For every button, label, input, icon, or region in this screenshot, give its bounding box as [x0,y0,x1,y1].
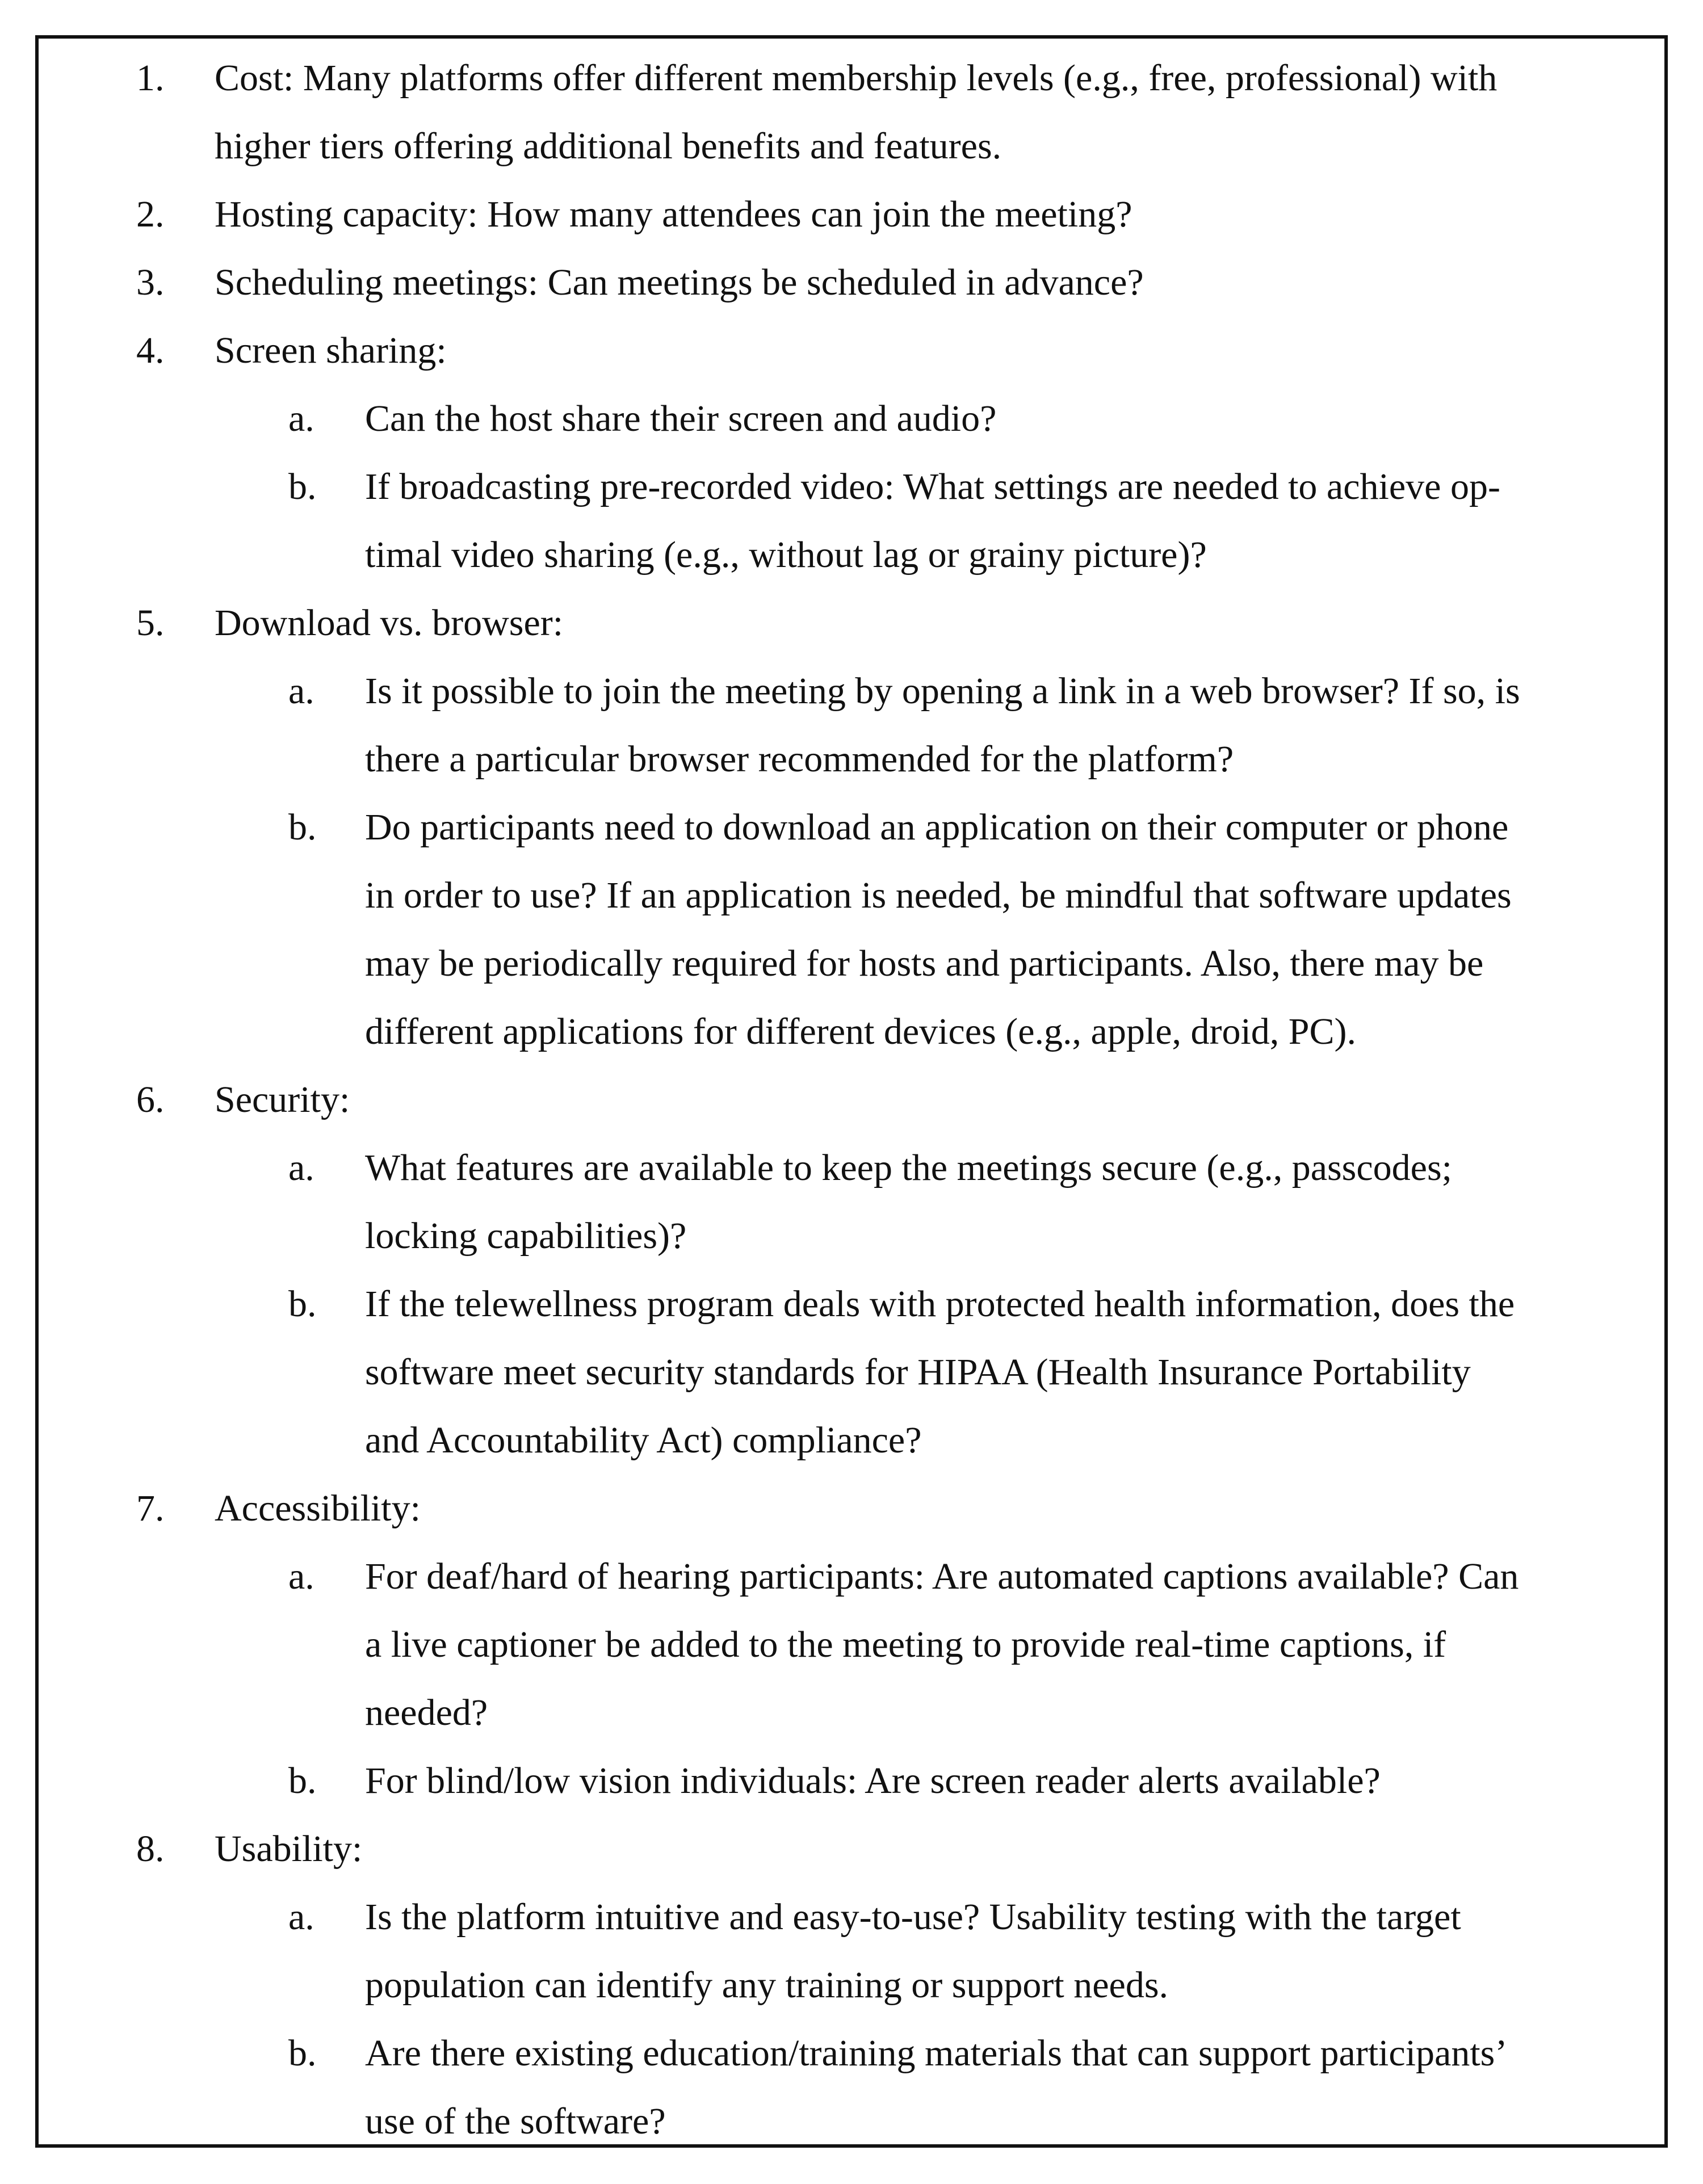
sub-item-letter: b. [288,1283,317,1325]
list-item-number: 5. [136,602,165,644]
sub-item-text: may be periodically required for hosts and participants. Also, there may be [365,943,1484,984]
sub-item-letter: b. [288,807,317,848]
list-item-number: 6. [136,1079,165,1120]
sub-item-letter: a. [288,670,314,712]
list-item-number: 8. [136,1828,165,1870]
sub-item-letter: a. [288,1147,314,1188]
sub-item-text: there a particular browser recommended for the platform? [365,738,1234,780]
sub-item-text: locking capabilities)? [365,1215,687,1257]
list-item-text: Cost: Many platforms offer different membership levels (e.g., free, professional) with [215,57,1498,99]
sub-item-letter: b. [288,466,317,507]
sub-item-text: needed? [365,1692,488,1733]
list-item-text: Download vs. browser: [215,602,564,644]
sub-item-letter: a. [288,1896,314,1938]
sub-item-letter: a. [288,1556,314,1597]
sub-item-text: Is the platform intuitive and easy-to-use? Usability testing with the target [365,1896,1461,1938]
list-item-number: 2. [136,194,165,235]
sub-item-text: Do participants need to download an application on their computer or phone [365,807,1509,848]
sub-item-text: in order to use? If an application is needed, be mindful that software updates [365,875,1512,916]
sub-item-text: use of the software? [365,2101,666,2142]
sub-item-text: For deaf/hard of hearing participants: Are automated captions available? Can [365,1556,1519,1597]
sub-item-text: Is it possible to join the meeting by opening a link in a web browser? If so, is [365,670,1520,712]
sub-item-letter: b. [288,2032,317,2074]
list-item-number: 3. [136,262,165,303]
sub-item-text: software meet security standards for HIPAA (Health Insurance Portability [365,1351,1471,1393]
list-item-text: Usability: [215,1828,363,1870]
sub-item-text: timal video sharing (e.g., without lag or grainy picture)? [365,534,1207,576]
list-item-text: Screen sharing: [215,330,447,371]
list-item-text: Security: [215,1079,350,1120]
sub-item-text: and Accountability Act) compliance? [365,1419,922,1461]
sub-item-text: If the telewellness program deals with protected health information, does the [365,1283,1515,1325]
sub-item-text: a live captioner be added to the meeting to provide real-time captions, if [365,1624,1446,1665]
sub-item-text: different applications for different devices (e.g., apple, droid, PC). [365,1011,1357,1052]
list-item-number: 7. [136,1488,165,1529]
sub-item-letter: a. [288,398,314,439]
list-item-number: 4. [136,330,165,371]
sub-item-text: population can identify any training or support needs. [365,1964,1169,2006]
sub-item-letter: b. [288,1760,317,1801]
list-item-text: Scheduling meetings: Can meetings be scheduled in advance? [215,262,1144,303]
sub-item-text: Are there existing education/training materials that can support participants’ [365,2032,1508,2074]
list-item-text: Accessibility: [215,1488,421,1529]
list-item-text: higher tiers offering additional benefits and features. [215,125,1002,167]
sub-item-text: For blind/low vision individuals: Are screen reader alerts available? [365,1760,1381,1801]
sub-item-text: What features are available to keep the meetings secure (e.g., passcodes; [365,1147,1452,1188]
sub-item-text: Can the host share their screen and audio? [365,398,997,439]
list-item-number: 1. [136,57,165,99]
list-item-text: Hosting capacity: How many attendees can join the meeting? [215,194,1132,235]
sub-item-text: If broadcasting pre-recorded video: What settings are needed to achieve op- [365,466,1500,507]
document-frame [35,35,1668,2148]
